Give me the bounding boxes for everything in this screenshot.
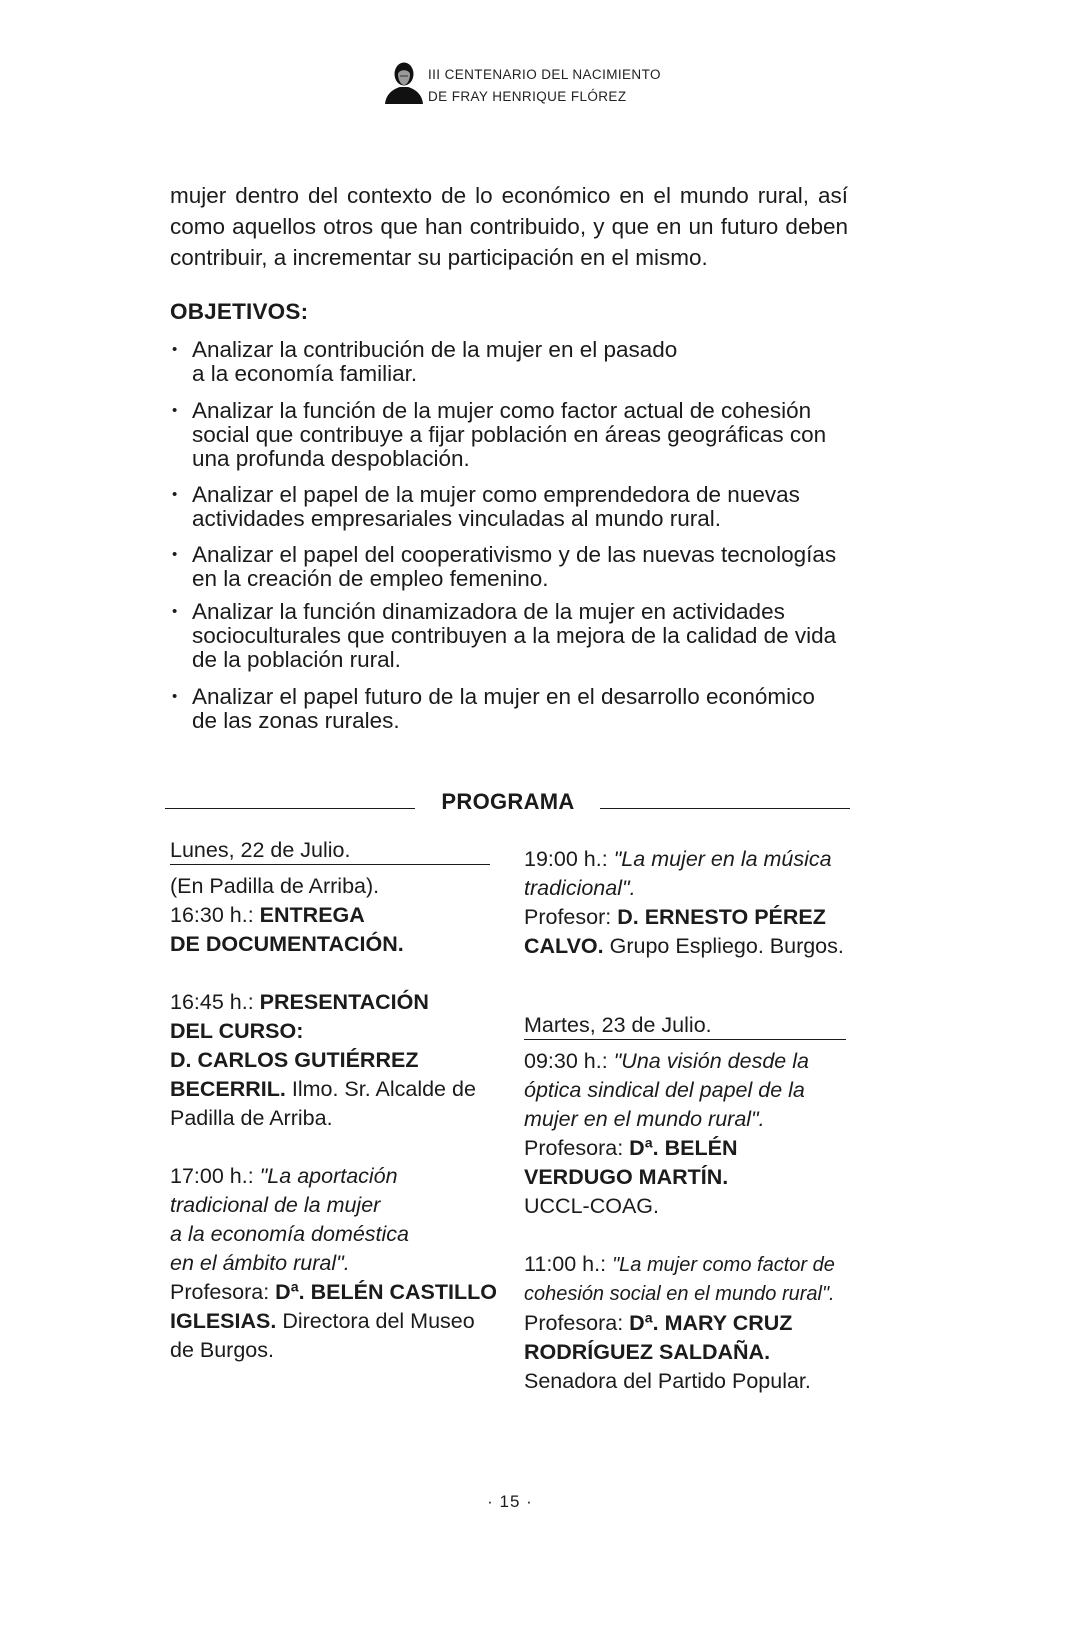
event-line <box>524 1250 835 1280</box>
event-role: UCCL-COAG. <box>524 1194 659 1218</box>
event-line <box>524 1309 835 1338</box>
objective-line: socioculturales que contribuyen a la mejora de la calidad de vida <box>192 623 837 648</box>
objective-line: de la población rural. <box>192 647 401 672</box>
event-time: 16:30 h.: <box>170 903 254 927</box>
event-line <box>524 1047 809 1076</box>
event-talk: en el ámbito rural". <box>170 1251 350 1275</box>
intro-paragraph <box>170 180 848 273</box>
event-line <box>170 988 476 1017</box>
event-place: (En Padilla de Arriba). <box>170 874 380 898</box>
bullet-marker: • <box>172 341 178 358</box>
event-speaker: VERDUGO MARTÍN. <box>524 1165 729 1189</box>
event-line <box>170 1278 497 1307</box>
event-speaker: D. CARLOS GUTIÉRREZ <box>170 1048 419 1072</box>
objective-line: una profunda despoblación. <box>192 446 470 471</box>
objective-item <box>172 685 815 733</box>
event-line <box>524 1134 809 1163</box>
objective-line: Analizar el papel del cooperativismo y de las nuevas tecnologías <box>192 542 837 567</box>
event-role: Senadora del Partido Popular. <box>524 1369 811 1393</box>
page-number: · 15 · <box>487 1492 533 1511</box>
day-date-underline <box>524 1039 846 1040</box>
event-speaker: Dª. MARY CRUZ <box>629 1311 793 1335</box>
event-role: Directora del Museo <box>282 1309 475 1333</box>
event-title: PRESENTACIÓN <box>259 990 429 1014</box>
bullet-marker: • <box>172 546 178 563</box>
event-line <box>524 932 844 961</box>
day-date-text: Lunes, 22 de Julio. <box>170 838 351 862</box>
event-talk: óptica sindical del papel de la <box>524 1078 805 1102</box>
event-time: 16:45 h.: <box>170 990 254 1014</box>
header-title-line-1: III CENTENARIO DEL NACIMIENTO <box>428 67 661 82</box>
event-talk: "Una visión desde la <box>613 1049 809 1073</box>
objective-item <box>172 483 800 531</box>
event-time: 09:30 h.: <box>524 1049 608 1073</box>
event-talk: tradicional". <box>524 876 636 900</box>
event-talk: cohesión social en el mundo rural". <box>524 1283 835 1305</box>
event-title: DEL CURSO: <box>170 1019 304 1043</box>
objective-line: Analizar el papel futuro de la mujer en el desarrollo económico <box>192 684 815 709</box>
objective-line: social que contribuye a fijar población en áreas geográficas con <box>192 422 827 447</box>
event-title: DE DOCUMENTACIÓN. <box>170 932 404 956</box>
day-date-text: Martes, 23 de Julio. <box>524 1013 712 1037</box>
header-title-line-2: DE FRAY HENRIQUE FLÓREZ <box>428 89 627 104</box>
objective-line: actividades empresariales vinculadas al mundo rural. <box>192 506 722 531</box>
program-event <box>170 988 476 1133</box>
event-speaker: IGLESIAS. <box>170 1309 277 1333</box>
event-speaker: Dª. BELÉN <box>629 1136 738 1160</box>
objective-line: en la creación de empleo femenino. <box>192 566 549 591</box>
objectives-heading: OBJETIVOS: <box>170 299 309 324</box>
program-event <box>524 1250 835 1396</box>
objective-item <box>172 600 836 672</box>
event-speaker-label: Profesora: <box>524 1136 624 1160</box>
event-time: 17:00 h.: <box>170 1164 254 1188</box>
event-talk: "La aportación <box>259 1164 398 1188</box>
paragraph-line: mujer dentro del contexto de lo económico en el mundo rural, así <box>170 183 848 208</box>
event-speaker: RODRÍGUEZ SALDAÑA. <box>524 1340 771 1364</box>
event-line <box>524 903 844 932</box>
event-role: Grupo Espliego. Burgos. <box>609 934 844 958</box>
event-time: 11:00 h.: <box>524 1252 607 1276</box>
event-line <box>170 1307 497 1336</box>
objective-item <box>172 338 677 386</box>
event-time: 19:00 h.: <box>524 847 608 871</box>
bullet-marker: • <box>172 688 178 705</box>
event-role: Padilla de Arriba. <box>170 1106 333 1130</box>
event-talk: mujer en el mundo rural". <box>524 1107 765 1131</box>
objective-line: de las zonas rurales. <box>192 708 400 733</box>
event-line <box>170 901 404 930</box>
program-event <box>524 845 844 961</box>
event-speaker: CALVO. <box>524 934 604 958</box>
event-speaker-label: Profesor: <box>524 905 612 929</box>
event-talk: "La mujer como factor de <box>612 1254 835 1276</box>
event-line <box>170 1162 497 1191</box>
event-line <box>170 1075 476 1104</box>
heading-rule-left <box>165 808 415 809</box>
event-role: Ilmo. Sr. Alcalde de <box>291 1077 476 1101</box>
event-role: de Burgos. <box>170 1338 274 1362</box>
event-talk: tradicional de la mujer <box>170 1193 381 1217</box>
day-date-underline <box>170 864 490 865</box>
heading-rule-right <box>600 808 850 809</box>
objective-item <box>172 543 836 591</box>
bullet-marker: • <box>172 486 178 503</box>
bust-portrait-icon <box>384 58 424 104</box>
event-title: ENTREGA <box>259 903 365 927</box>
event-speaker: Dª. BELÉN CASTILLO <box>275 1280 497 1304</box>
event-line <box>524 845 844 874</box>
paragraph-line: contribuir, a incrementar su participación en el mismo. <box>170 245 708 270</box>
header-title <box>428 64 661 108</box>
bullet-marker: • <box>172 603 178 620</box>
event-talk: a la economía doméstica <box>170 1222 410 1246</box>
day-date <box>524 1011 712 1040</box>
objective-line: a la economía familiar. <box>192 361 418 386</box>
program-event <box>524 1047 809 1221</box>
paragraph-line: como aquellos otros que han contribuido, y que en un futuro deben <box>170 214 848 239</box>
objective-line: Analizar la función de la mujer como factor actual de cohesión <box>192 398 812 423</box>
event-talk: "La mujer en la música <box>613 847 832 871</box>
objective-line: Analizar el papel de la mujer como emprendedora de nuevas <box>192 482 800 507</box>
program-heading: PROGRAMA <box>441 789 575 814</box>
bullet-marker: • <box>172 402 178 419</box>
program-event <box>170 1162 497 1365</box>
event-speaker-label: Profesora: <box>170 1280 270 1304</box>
objective-item <box>172 399 826 471</box>
objective-line: Analizar la función dinamizadora de la mujer en actividades <box>192 599 785 624</box>
event-speaker: BECERRIL. <box>170 1077 286 1101</box>
day-date <box>170 836 351 865</box>
event-speaker-label: Profesora: <box>524 1311 624 1335</box>
objective-line: Analizar la contribución de la mujer en el pasado <box>192 337 678 362</box>
program-event <box>170 872 404 959</box>
event-speaker: D. ERNESTO PÉREZ <box>617 905 826 929</box>
